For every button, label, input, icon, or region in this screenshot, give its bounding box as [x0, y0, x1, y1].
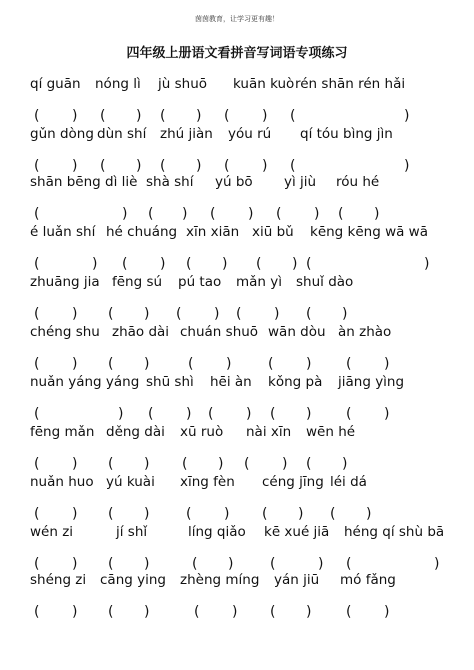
answer-row: [0, 304, 474, 324]
answer-row: [0, 602, 474, 622]
answer-blank-close: ): [424, 256, 430, 272]
pinyin-word: qí tóu bìng jìn: [300, 126, 393, 142]
answer-blank-open: (: [108, 604, 114, 620]
answer-blank-open: (: [290, 108, 296, 124]
pinyin-word: zhāo dài: [112, 324, 170, 340]
pinyin-word: shuǐ dào: [296, 274, 354, 290]
answer-blank-close: ): [224, 506, 230, 522]
answer-blank-open: (: [236, 306, 242, 322]
answer-blank-close: ): [92, 256, 98, 272]
answer-blank-open: (: [276, 206, 282, 222]
answer-blank-close: ): [384, 604, 390, 620]
pinyin-word: xū ruò: [180, 424, 224, 440]
answer-blank-open: (: [34, 506, 40, 522]
pinyin-row: [0, 124, 474, 144]
answer-blank-open: (: [34, 158, 40, 174]
answer-blank-open: (: [262, 506, 268, 522]
answer-blank-open: (: [270, 556, 276, 572]
answer-row: [0, 404, 474, 424]
pinyin-row: [0, 372, 474, 392]
answer-blank-open: (: [160, 158, 166, 174]
answer-blank-close: ): [404, 108, 410, 124]
pinyin-word: nuǎn yáng yáng: [30, 374, 140, 390]
pinyin-row: [0, 522, 474, 542]
answer-blank-close: ): [228, 556, 234, 572]
answer-row: [0, 504, 474, 524]
answer-row: [0, 454, 474, 474]
answer-blank-open: (: [34, 256, 40, 272]
answer-blank-open: (: [182, 456, 188, 472]
pinyin-word: mó fǎng: [340, 572, 396, 588]
answer-blank-close: ): [72, 108, 78, 124]
answer-blank-open: (: [108, 556, 114, 572]
pinyin-word: fēng mǎn: [30, 424, 95, 440]
pinyin-word: shéng zi: [30, 572, 87, 588]
answer-blank-close: ): [262, 108, 268, 124]
pinyin-word: wēn hé: [306, 424, 356, 440]
pinyin-word: wén zi: [30, 524, 74, 540]
answer-blank-open: (: [122, 256, 128, 272]
answer-blank-close: ): [384, 406, 390, 422]
answer-blank-open: (: [256, 256, 262, 272]
answer-blank-close: ): [218, 456, 224, 472]
answer-blank-open: (: [290, 158, 296, 174]
pinyin-word: xīng fèn: [180, 474, 235, 490]
answer-blank-close: ): [160, 256, 166, 272]
answer-blank-close: ): [318, 556, 324, 572]
answer-blank-open: (: [100, 108, 106, 124]
answer-blank-close: ): [292, 256, 298, 272]
pinyin-word: qí guān: [30, 76, 81, 92]
answer-blank-open: (: [148, 206, 154, 222]
answer-blank-close: ): [118, 406, 124, 422]
pinyin-word: héng qí shù bā: [344, 524, 445, 540]
pinyin-word: é luǎn shí: [30, 224, 96, 240]
pinyin-word: kē xué jiā: [264, 524, 330, 540]
answer-blank-close: ): [246, 406, 252, 422]
answer-blank-close: ): [72, 356, 78, 372]
pinyin-word: chéng shu: [30, 324, 100, 340]
pinyin-word: yán jiū: [274, 572, 320, 588]
answer-blank-close: ): [214, 306, 220, 322]
answer-blank-open: (: [224, 158, 230, 174]
answer-blank-open: (: [108, 456, 114, 472]
answer-blank-close: ): [196, 108, 202, 124]
answer-blank-open: (: [148, 406, 154, 422]
pinyin-word: kǒng pà: [268, 374, 323, 390]
answer-blank-close: ): [342, 456, 348, 472]
answer-blank-open: (: [34, 604, 40, 620]
answer-blank-close: ): [248, 206, 254, 222]
answer-blank-open: (: [270, 604, 276, 620]
pinyin-word: kuān kuò: [233, 76, 295, 92]
answer-blank-close: ): [136, 158, 142, 174]
answer-blank-open: (: [330, 506, 336, 522]
pinyin-word: nài xīn: [246, 424, 292, 440]
pinyin-word: fēng sú: [112, 274, 163, 290]
pinyin-row: [0, 222, 474, 242]
answer-blank-open: (: [224, 108, 230, 124]
answer-row: [0, 106, 474, 126]
answer-blank-close: ): [262, 158, 268, 174]
pinyin-row: [0, 472, 474, 492]
answer-blank-close: ): [144, 306, 150, 322]
answer-blank-close: ): [72, 556, 78, 572]
pinyin-word: zhèng míng: [180, 572, 260, 588]
pinyin-word: nuǎn huo: [30, 474, 94, 490]
pinyin-word: rén shān rén hǎi: [295, 76, 406, 92]
answer-blank-open: (: [34, 456, 40, 472]
pinyin-word: líng qiǎo: [188, 524, 246, 540]
pinyin-word: wān dòu: [268, 324, 326, 340]
answer-blank-open: (: [188, 356, 194, 372]
pinyin-word: děng dài: [106, 424, 165, 440]
answer-blank-open: (: [176, 306, 182, 322]
pinyin-word: yú kuài: [106, 474, 155, 490]
answer-blank-close: ): [232, 604, 238, 620]
pinyin-word: nóng lì: [95, 76, 141, 92]
answer-blank-open: (: [34, 406, 40, 422]
answer-row: [0, 204, 474, 224]
answer-blank-open: (: [34, 206, 40, 222]
pinyin-word: mǎn yì: [236, 274, 283, 290]
answer-blank-close: ): [298, 506, 304, 522]
answer-blank-close: ): [306, 406, 312, 422]
answer-blank-close: ): [226, 356, 232, 372]
answer-blank-open: (: [306, 256, 312, 272]
pinyin-row: [0, 422, 474, 442]
answer-blank-close: ): [72, 604, 78, 620]
pinyin-word: léi dá: [330, 474, 367, 490]
pinyin-word: chuán shuō: [180, 324, 259, 340]
pinyin-word: hēi àn: [210, 374, 252, 390]
answer-blank-close: ): [306, 356, 312, 372]
answer-blank-open: (: [108, 506, 114, 522]
answer-blank-open: (: [34, 356, 40, 372]
answer-blank-open: (: [270, 406, 276, 422]
pinyin-row: [0, 272, 474, 292]
pinyin-word: shān bēng dì liè: [30, 174, 138, 190]
answer-blank-open: (: [100, 158, 106, 174]
pinyin-word: céng jīng: [262, 474, 324, 490]
answer-blank-open: (: [108, 306, 114, 322]
pinyin-word: yú bō: [215, 174, 253, 190]
answer-blank-open: (: [268, 356, 274, 372]
answer-blank-close: ): [182, 206, 188, 222]
answer-blank-close: ): [144, 556, 150, 572]
header-tagline: 茵茵教育，让学习更有趣！: [195, 15, 279, 23]
answer-blank-open: (: [244, 456, 250, 472]
answer-blank-close: ): [144, 356, 150, 372]
pinyin-word: xīn xiān: [186, 224, 240, 240]
pinyin-word: jiāng yìng: [338, 374, 405, 390]
answer-blank-close: ): [136, 108, 142, 124]
answer-blank-close: ): [274, 306, 280, 322]
pinyin-word: zhú jiàn: [160, 126, 213, 142]
pinyin-word: róu hé: [336, 174, 380, 190]
answer-blank-open: (: [160, 108, 166, 124]
pinyin-word: àn zhào: [338, 324, 392, 340]
pinyin-word: hé chuáng: [106, 224, 178, 240]
answer-blank-close: ): [72, 506, 78, 522]
pinyin-word: dùn shí: [97, 126, 147, 142]
answer-blank-close: ): [72, 158, 78, 174]
answer-blank-close: ): [384, 356, 390, 372]
answer-row: [0, 354, 474, 374]
answer-blank-open: (: [34, 306, 40, 322]
answer-blank-open: (: [306, 456, 312, 472]
pinyin-word: pú tao: [178, 274, 222, 290]
answer-blank-open: (: [186, 256, 192, 272]
pinyin-word: jù shuō: [158, 76, 208, 92]
answer-blank-open: (: [192, 556, 198, 572]
answer-blank-open: (: [186, 506, 192, 522]
pinyin-row: [0, 322, 474, 342]
answer-blank-open: (: [34, 108, 40, 124]
answer-blank-close: ): [404, 158, 410, 174]
page-title: 四年级上册语文看拼音写词语专项练习: [126, 46, 348, 61]
answer-blank-close: ): [306, 604, 312, 620]
answer-blank-close: ): [186, 406, 192, 422]
pinyin-word: kēng kēng wā wā: [310, 224, 428, 240]
pinyin-row: [0, 172, 474, 192]
answer-blank-close: ): [366, 506, 372, 522]
pinyin-row: [0, 74, 474, 94]
answer-blank-close: ): [282, 456, 288, 472]
pinyin-word: xiū bǔ: [252, 224, 294, 240]
answer-blank-open: (: [306, 306, 312, 322]
pinyin-row: [0, 570, 474, 590]
answer-blank-open: (: [346, 604, 352, 620]
pinyin-word: gǔn dòng: [30, 126, 94, 142]
pinyin-word: shū shì: [146, 374, 194, 390]
answer-blank-close: ): [122, 206, 128, 222]
answer-blank-close: ): [314, 206, 320, 222]
answer-blank-open: (: [338, 206, 344, 222]
answer-blank-close: ): [342, 306, 348, 322]
answer-blank-open: (: [346, 406, 352, 422]
pinyin-word: jí shǐ: [116, 524, 148, 540]
answer-blank-close: ): [72, 306, 78, 322]
pinyin-word: yì jiù: [284, 174, 317, 190]
pinyin-word: shà shí: [146, 174, 194, 190]
answer-blank-close: ): [222, 256, 228, 272]
answer-blank-close: ): [374, 206, 380, 222]
answer-blank-close: ): [434, 556, 440, 572]
answer-blank-open: (: [210, 206, 216, 222]
answer-blank-close: ): [144, 456, 150, 472]
answer-blank-open: (: [346, 556, 352, 572]
answer-blank-close: ): [144, 506, 150, 522]
answer-blank-open: (: [208, 406, 214, 422]
answer-row: [0, 254, 474, 274]
answer-blank-open: (: [194, 604, 200, 620]
answer-blank-open: (: [108, 356, 114, 372]
answer-blank-open: (: [34, 556, 40, 572]
answer-blank-close: ): [196, 158, 202, 174]
pinyin-word: cāng ying: [100, 572, 166, 588]
answer-blank-close: ): [72, 456, 78, 472]
answer-blank-close: ): [144, 604, 150, 620]
pinyin-word: zhuāng jia: [30, 274, 100, 290]
pinyin-word: yóu rú: [228, 126, 272, 142]
answer-blank-open: (: [346, 356, 352, 372]
